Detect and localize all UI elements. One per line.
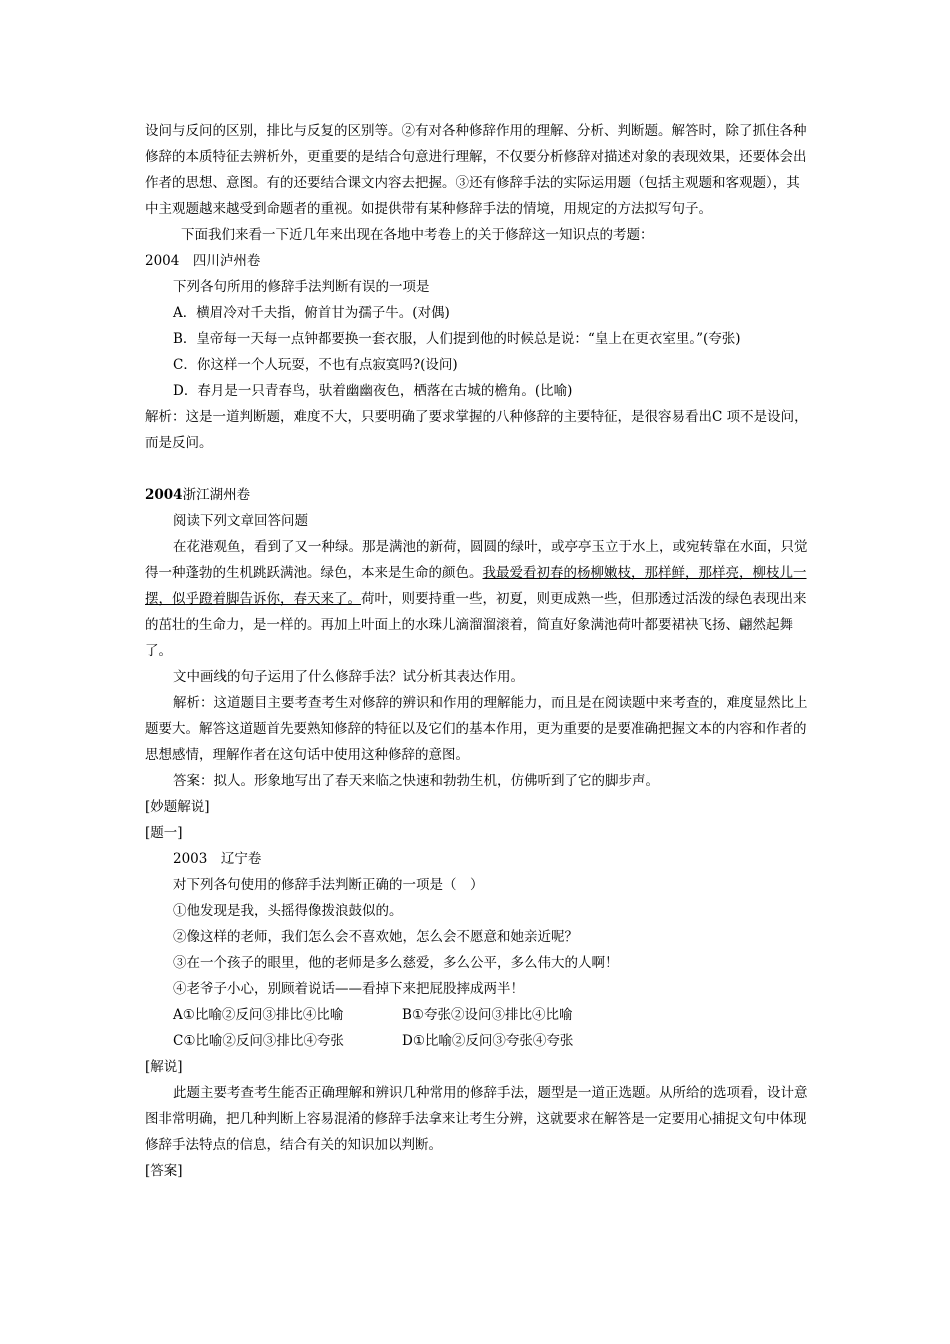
question-2-year: 2004 [145, 487, 183, 503]
question-1-option-d: D．春月是一只青春鸟，驮着幽幽夜色，栖落在古城的檐角。(比喻) [173, 383, 573, 399]
problem-1-sentence-1: ①他发现是我，头摇得像拨浪鼓似的。 [173, 903, 403, 919]
choice-b: B①夸张②设问③排比④比喻 [402, 1007, 573, 1023]
answer-label: [答案] [145, 1163, 183, 1179]
spacer [145, 456, 810, 482]
underlined-sentence: 我最爱看初春的杨柳嫩枝，那样鲜，那样亮，柳枝儿一摆，似乎蹬着脚告诉你，春天来了。 [145, 565, 807, 607]
question-1-option-a: A．横眉冷对千夫指，俯首甘为孺子牛。(对偶) [173, 305, 450, 321]
question-1-option-b: B．皇帝每一天每一点钟都要换一套衣服，人们提到他的时候总是说：“皇上在更衣室里。”(夸张) [173, 331, 741, 347]
passage-text: 荷叶，则要持重一些，初夏，则更成熟一些，但那透过活泼的绿色表现出来的茁壮的生命力，是一样的。再加上叶面上的水珠儿滴溜溜滚着，简直好象满池荷叶都要裙袂飞扬、翩然起舞了。 [145, 591, 807, 659]
section-title: [妙题解说] [145, 799, 210, 815]
intro-paragraph: 设问与反问的区别，排比与反复的区别等。②有对各种修辞作用的理解、分析、判断题。解答时，除了抓住各种修辞的本质特征去辨析外，更重要的是结合句意进行理解，不仅要分析修辞对描述对象的表现效果，还要体会出作者的思想、意图。有的还要结合课文内容去把握。③还有修辞手法的实际运用题（包括主观题和客观题），其中主观题越来越受到命题者的重视。如提供带有某种修辞手法的情境，用规定的方法拟写句子。 [145, 123, 807, 217]
explain-label: [解说] [145, 1059, 183, 1075]
choice-a: A①比喻②反问③排比④比喻 [173, 1007, 344, 1023]
choice-row-2 [145, 1028, 810, 1054]
explain-paragraph: 此题主要考查考生能否正确理解和辨识几种常用的修辞手法，题型是一道正选题。从所给的选项看，设计意图非常明确，把几种判断上容易混淆的修辞手法拿来让考生分辨，这就要求在解答是一定要用心捕捉文句中体现修辞手法特点的信息，结合有关的知识加以判断。 [145, 1085, 808, 1153]
question-2-prompt: 文中画线的句子运用了什么修辞手法？试分析其表达作用。 [173, 669, 524, 685]
problem-1-sentence-3: ③在一个孩子的眼里，他的老师是多么慈爱，多么公平，多么伟大的人啊！ [173, 955, 619, 971]
problem-1-label: [题一] [145, 825, 183, 841]
question-2-source [145, 482, 810, 508]
question-1-option-c: C．你这样一个人玩耍，不也有点寂寞吗?(设问) [173, 357, 458, 373]
question-2-place: 浙江湖州卷 [182, 487, 251, 503]
question-1-analysis: 解析：这是一道判断题，难度不大，只要明确了要求掌握的八种修辞的主要特征，是很容易看出C 项不是设问，而是反问。 [145, 409, 808, 451]
problem-1-stem: 对下列各句使用的修辞手法判断正确的一项是（ ） [173, 877, 484, 893]
question-2-passage [145, 534, 810, 664]
question-1-stem: 下列各句所用的修辞手法判断有误的一项是 [173, 279, 430, 295]
question-1-source: 2004 四川泸州卷 [145, 253, 261, 269]
question-2-instruction: 阅读下列文章回答问题 [173, 513, 308, 529]
problem-1-sentence-2: ②像这样的老师，我们怎么会不喜欢她，怎么会不愿意和她亲近呢？ [173, 929, 578, 945]
choice-row-1 [145, 1002, 810, 1028]
problem-1-sentence-4: ④老爷子小心，别顾着说话——看掉下来把屁股摔成两半！ [173, 981, 524, 997]
question-2-answer: 答案：拟人。形象地写出了春天来临之快速和勃勃生机，仿佛听到了它的脚步声。 [173, 773, 659, 789]
problem-1-source: 2003 辽宁卷 [173, 851, 262, 867]
lead-in-paragraph: 下面我们来看一下近几年来出现在各地中考卷上的关于修辞这一知识点的考题： [181, 227, 654, 243]
choice-d: D①比喻②反问③夸张④夸张 [402, 1033, 574, 1049]
document-body [145, 118, 810, 1184]
question-2-analysis: 解析：这道题目主要考查考生对修辞的辨识和作用的理解能力，而且是在阅读题中来考查的，难度显然比上题要大。解答这道题首先要熟知修辞的特征以及它们的基本作用，更为重要的是要准确把握文本的内容和作者的思想感情，理解作者在这句话中使用这种修辞的意图。 [145, 695, 808, 763]
choice-c: C①比喻②反问③排比④夸张 [173, 1033, 344, 1049]
passage-text: 在花港观鱼，看到了又一种绿。那是满池的新荷，圆圆的绿叶，或亭亭玉立于水上，或宛转靠在水面，只觉得一种蓬勃的生机跳跃满池。绿色，本来是生命的颜色。 [145, 539, 808, 581]
